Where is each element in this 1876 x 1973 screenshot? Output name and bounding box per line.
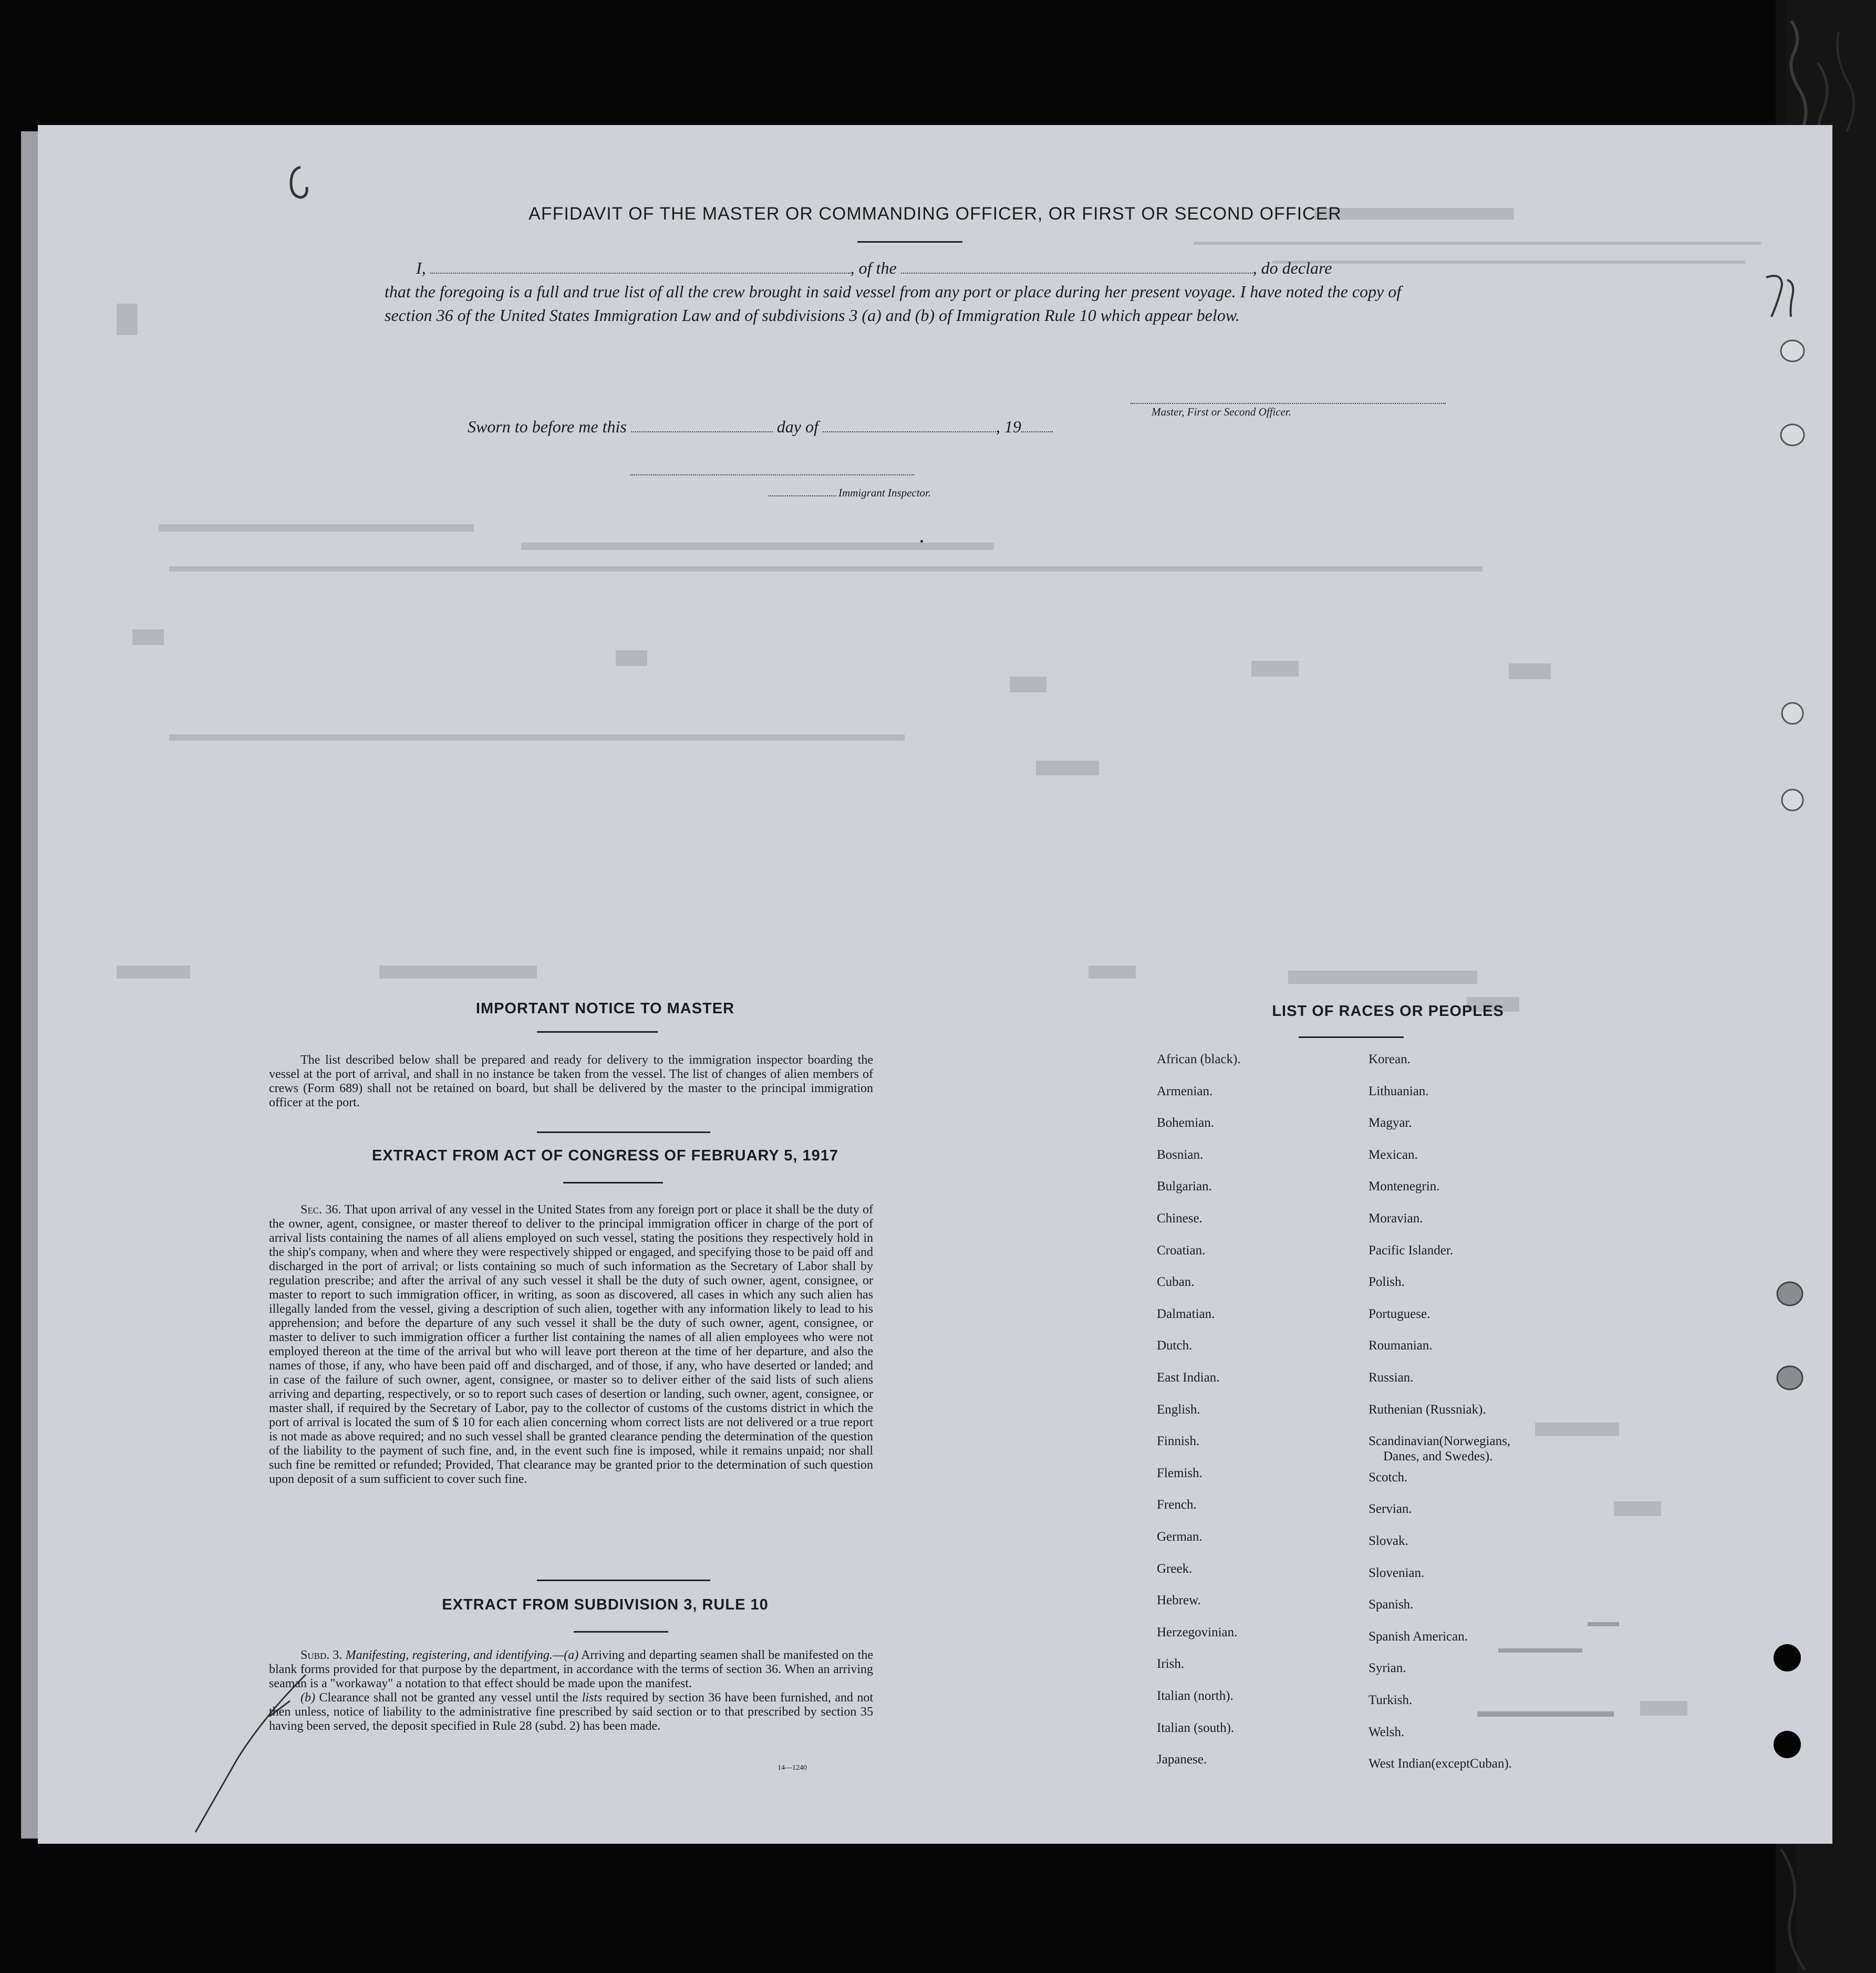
form-number: 14—1240 <box>778 1764 807 1772</box>
master-signature-label: Master, First or Second Officer. <box>1152 406 1291 418</box>
race-entry: German. <box>1157 1530 1203 1544</box>
races-title-rule <box>1299 1036 1404 1038</box>
race-entry: Moravian. <box>1369 1211 1423 1226</box>
races-title: LIST OF RACES OR PEOPLES <box>1272 1003 1504 1020</box>
rule-extract-title: EXTRACT FROM SUBDIVISION 3, RULE 10 <box>442 1596 769 1613</box>
sworn-line <box>468 417 1053 437</box>
act-extract-body: That upon arrival of any vessel in the United States from any foreign port or place it shall be the duty of the owner, agent, consignee, or master thereof to deliver to the principal immigration officer in charge of the port of arrival lists containing the names of all aliens employed on such vessel, stating the positions they respectively hold in the ship's company, when and where they were respectively shipped or engaged, and specifying those to be paid off and discharged in the port of arrival; or lists containing so much of such information as the Secretary of Labor shall by regulation prescribe; and after the arrival of any such vessel it shall be the duty of such owner, agent, consignee, or master to report to such immigration officer, in writing, as soon as discovered, all cases in which any such alien has illegally landed from the vessel, giving a description of such alien, together with any information likely to lead to his apprehension; and before the departure of any such vessel it shall be the duty of such owner, agent, consignee, or master to deliver to such immigration officer a further list containing the names of all alien employees who were not employed thereon at the time of the arrival but who will leave port thereon at the time of her departure, and also the names of those, if any, who have been paid off and discharged, and of those, if any, who have deserted or landed; and in case of the failure of such owner, agent, consignee, or master so to deliver either of the said lists of such aliens arriving and departing, respectively, or so to report such cases of desertion or landing, such owner, agent, consignee, or master shall, if required by the Secretary of Labor, pay to the collector of customs of the customs district in which the port of arrival is located the sum of $ 10 for each alien concerning whom correct lists are not delivered or a true report is not made as above required; and no such vessel shall be granted clearance pending the determination of the question of the liability to the payment of such fine, and, in the event such fine is imposed, while it remains unpaid; nor shall such fine be remitted or refunded; Provided, That clearance may be granted prior to the determination of such question upon deposit of a sum sufficient to cover such fine. <box>269 1203 873 1486</box>
name-blank[interactable] <box>430 262 851 274</box>
sworn-day-of: day of <box>776 417 818 436</box>
rule-text-b-lists: lists <box>582 1691 603 1705</box>
race-entry: Greek. <box>1157 1562 1193 1576</box>
rule-text-a: Arriving and departing seamen shall be manifested on the blank forms provided for that purpose by the department, in accordance with the terms of section 36. When an arriving seaman is a "workaway" a notation to that effect should be made upon the manifest. <box>269 1648 874 1690</box>
pencil-mark-top-left <box>279 162 322 204</box>
race-entry: Armenian. <box>1157 1084 1213 1098</box>
affidavit-statement-text: that the foregoing is a full and true list of all the crew brought in said vessel from any port or place during her present voyage. I have noted the copy of section 36 of the United States Immigration Law and of subdivisions 3 (a) and (b) of Immigration Rule 10 which appear below. <box>385 282 1402 325</box>
race-entry: Bosnian. <box>1157 1148 1204 1162</box>
race-entry: Ruthenian (Russniak). <box>1369 1403 1486 1417</box>
notice-title-rule <box>537 1031 658 1033</box>
race-entry: African (black). <box>1157 1052 1241 1066</box>
race-entry: East Indian. <box>1157 1370 1220 1385</box>
race-entry: Servian. <box>1369 1502 1412 1516</box>
inspector-label-line <box>768 486 931 500</box>
binder-hole-8 <box>1766 1723 1808 1766</box>
sworn-label: Sworn to before me this <box>468 417 627 436</box>
race-entry: West Indian(exceptCuban). <box>1369 1757 1512 1771</box>
sworn-year-blank[interactable] <box>1021 421 1053 432</box>
rule-subd-heading: Manifesting, registering, and identifying.—(a) <box>345 1648 579 1662</box>
race-entry: Russian. <box>1369 1370 1414 1385</box>
race-entry: Roumanian. <box>1369 1338 1433 1353</box>
affidavit-title: AFFIDAVIT OF THE MASTER OR COMMANDING OFFICER, OR FIRST OR SECOND OFFICER <box>528 204 1342 224</box>
races-column-2 <box>1369 1052 1605 1788</box>
race-entry: Spanish. <box>1369 1597 1414 1612</box>
act-extract-text <box>269 1203 873 1487</box>
race-entry: Polish. <box>1369 1275 1405 1289</box>
race-entry: Cuban. <box>1157 1275 1195 1289</box>
rule-extract-para-a <box>269 1648 873 1691</box>
race-entry: Dalmatian. <box>1157 1307 1215 1321</box>
master-signature-line[interactable] <box>1131 403 1446 404</box>
binder-hole-6 <box>1771 1359 1808 1396</box>
rule-b-label: (b) <box>300 1691 315 1705</box>
rule-extract-title-rule <box>574 1631 668 1633</box>
race-entry: Scotch. <box>1369 1470 1408 1484</box>
race-entry: Lithuanian. <box>1369 1084 1429 1098</box>
race-entry: Spanish American. <box>1369 1629 1468 1644</box>
race-entry: Pacific Islander. <box>1369 1243 1454 1258</box>
affidavit-title-rule <box>857 241 962 243</box>
binder-hole-5 <box>1771 1275 1808 1312</box>
affidavit-of-the: , of the <box>850 258 897 277</box>
rule-text-b-1: Clearance shall not be granted any vessel until the <box>319 1691 578 1705</box>
act-extract-end-rule <box>537 1580 710 1581</box>
race-entry: French. <box>1157 1498 1197 1512</box>
binder-hole-4 <box>1777 784 1808 816</box>
affidavit-intro-i: I, <box>416 258 426 277</box>
pencil-mark-top-right <box>1756 267 1819 325</box>
race-entry: Bohemian. <box>1157 1116 1215 1130</box>
race-entry: Scandinavian(Norwegians, <box>1369 1434 1511 1448</box>
race-entry: Croatian. <box>1157 1243 1206 1258</box>
race-entry: Korean. <box>1369 1052 1411 1066</box>
race-entry: Finnish. <box>1157 1434 1200 1448</box>
race-entry: English. <box>1157 1403 1200 1417</box>
race-entry: Portuguese. <box>1369 1307 1431 1321</box>
races-column-1 <box>1157 1052 1356 1788</box>
rule-text-b-2: required by section 36 have been furnished, and not then unless, notice of liability to the administrative fine prescribed by said section or to that prescribed by section 35 having been served, the deposit specified in Rule 28 (subd. 2) has been made. <box>269 1691 874 1733</box>
race-entry: Slovenian. <box>1369 1566 1425 1580</box>
rule-subd-label: Subd. 3. <box>300 1648 343 1662</box>
sworn-day-blank[interactable] <box>631 421 773 432</box>
race-entry: Syrian. <box>1369 1661 1406 1675</box>
act-extract-title-rule <box>563 1182 663 1183</box>
race-entry: Hebrew. <box>1157 1593 1201 1607</box>
sworn-year-prefix: , 19 <box>996 417 1021 436</box>
race-entry: Herzegovinian. <box>1157 1625 1238 1639</box>
race-entry: Italian (north). <box>1157 1689 1234 1703</box>
binder-hole-3 <box>1777 698 1808 729</box>
rule-extract-para-b <box>269 1691 873 1733</box>
notice-end-rule <box>537 1131 710 1133</box>
binder-hole-2 <box>1777 419 1808 451</box>
race-entry: Irish. <box>1157 1657 1185 1671</box>
race-entry: Italian (south). <box>1157 1721 1235 1735</box>
race-entry: Flemish. <box>1157 1466 1203 1480</box>
race-entry: Dutch. <box>1157 1338 1193 1353</box>
sworn-month-blank[interactable] <box>823 421 996 432</box>
act-sec-label: Sec. 36. <box>300 1203 341 1217</box>
race-entry: Chinese. <box>1157 1211 1203 1226</box>
affidavit-do-declare: , do declare <box>1252 258 1332 277</box>
race-entry: Montenegrin. <box>1369 1179 1440 1193</box>
race-entry: Bulgarian. <box>1157 1179 1212 1193</box>
inspector-signature-line[interactable] <box>630 474 914 475</box>
notice-text: The list described below shall be prepared and ready for delivery to the immigration inspector boarding the vessel at the port of arrival, and shall in no instance be taken from the vessel. The list of changes of alien members of crews (Form 689) shall not be retained on board, but shall be delivered by the master to the principal immigration officer at the port. <box>269 1053 873 1109</box>
rule-extract-text <box>269 1648 873 1733</box>
race-entry: Turkish. <box>1369 1693 1413 1707</box>
race-entry: Magyar. <box>1369 1116 1412 1130</box>
race-entry: Mexican. <box>1369 1148 1418 1162</box>
stray-dot <box>920 540 923 543</box>
inspector-label-leader <box>768 488 836 496</box>
inspector-label: Immigrant Inspector. <box>838 486 931 499</box>
manifest-page <box>38 125 1832 1844</box>
binder-hole-7 <box>1766 1637 1808 1679</box>
race-entry-continuation: Danes, and Swedes). <box>1383 1449 1493 1463</box>
act-extract-title: EXTRACT FROM ACT OF CONGRESS OF FEBRUARY 5, 1917 <box>371 1147 839 1164</box>
race-entry: Japanese. <box>1157 1752 1207 1767</box>
affidavit-statement <box>385 256 1451 327</box>
notice-title: IMPORTANT NOTICE TO MASTER <box>475 1000 735 1017</box>
vessel-blank[interactable] <box>901 262 1253 274</box>
binder-hole-1 <box>1777 335 1808 367</box>
race-entry: Welsh. <box>1369 1725 1405 1739</box>
race-entry: Slovak. <box>1369 1534 1408 1548</box>
